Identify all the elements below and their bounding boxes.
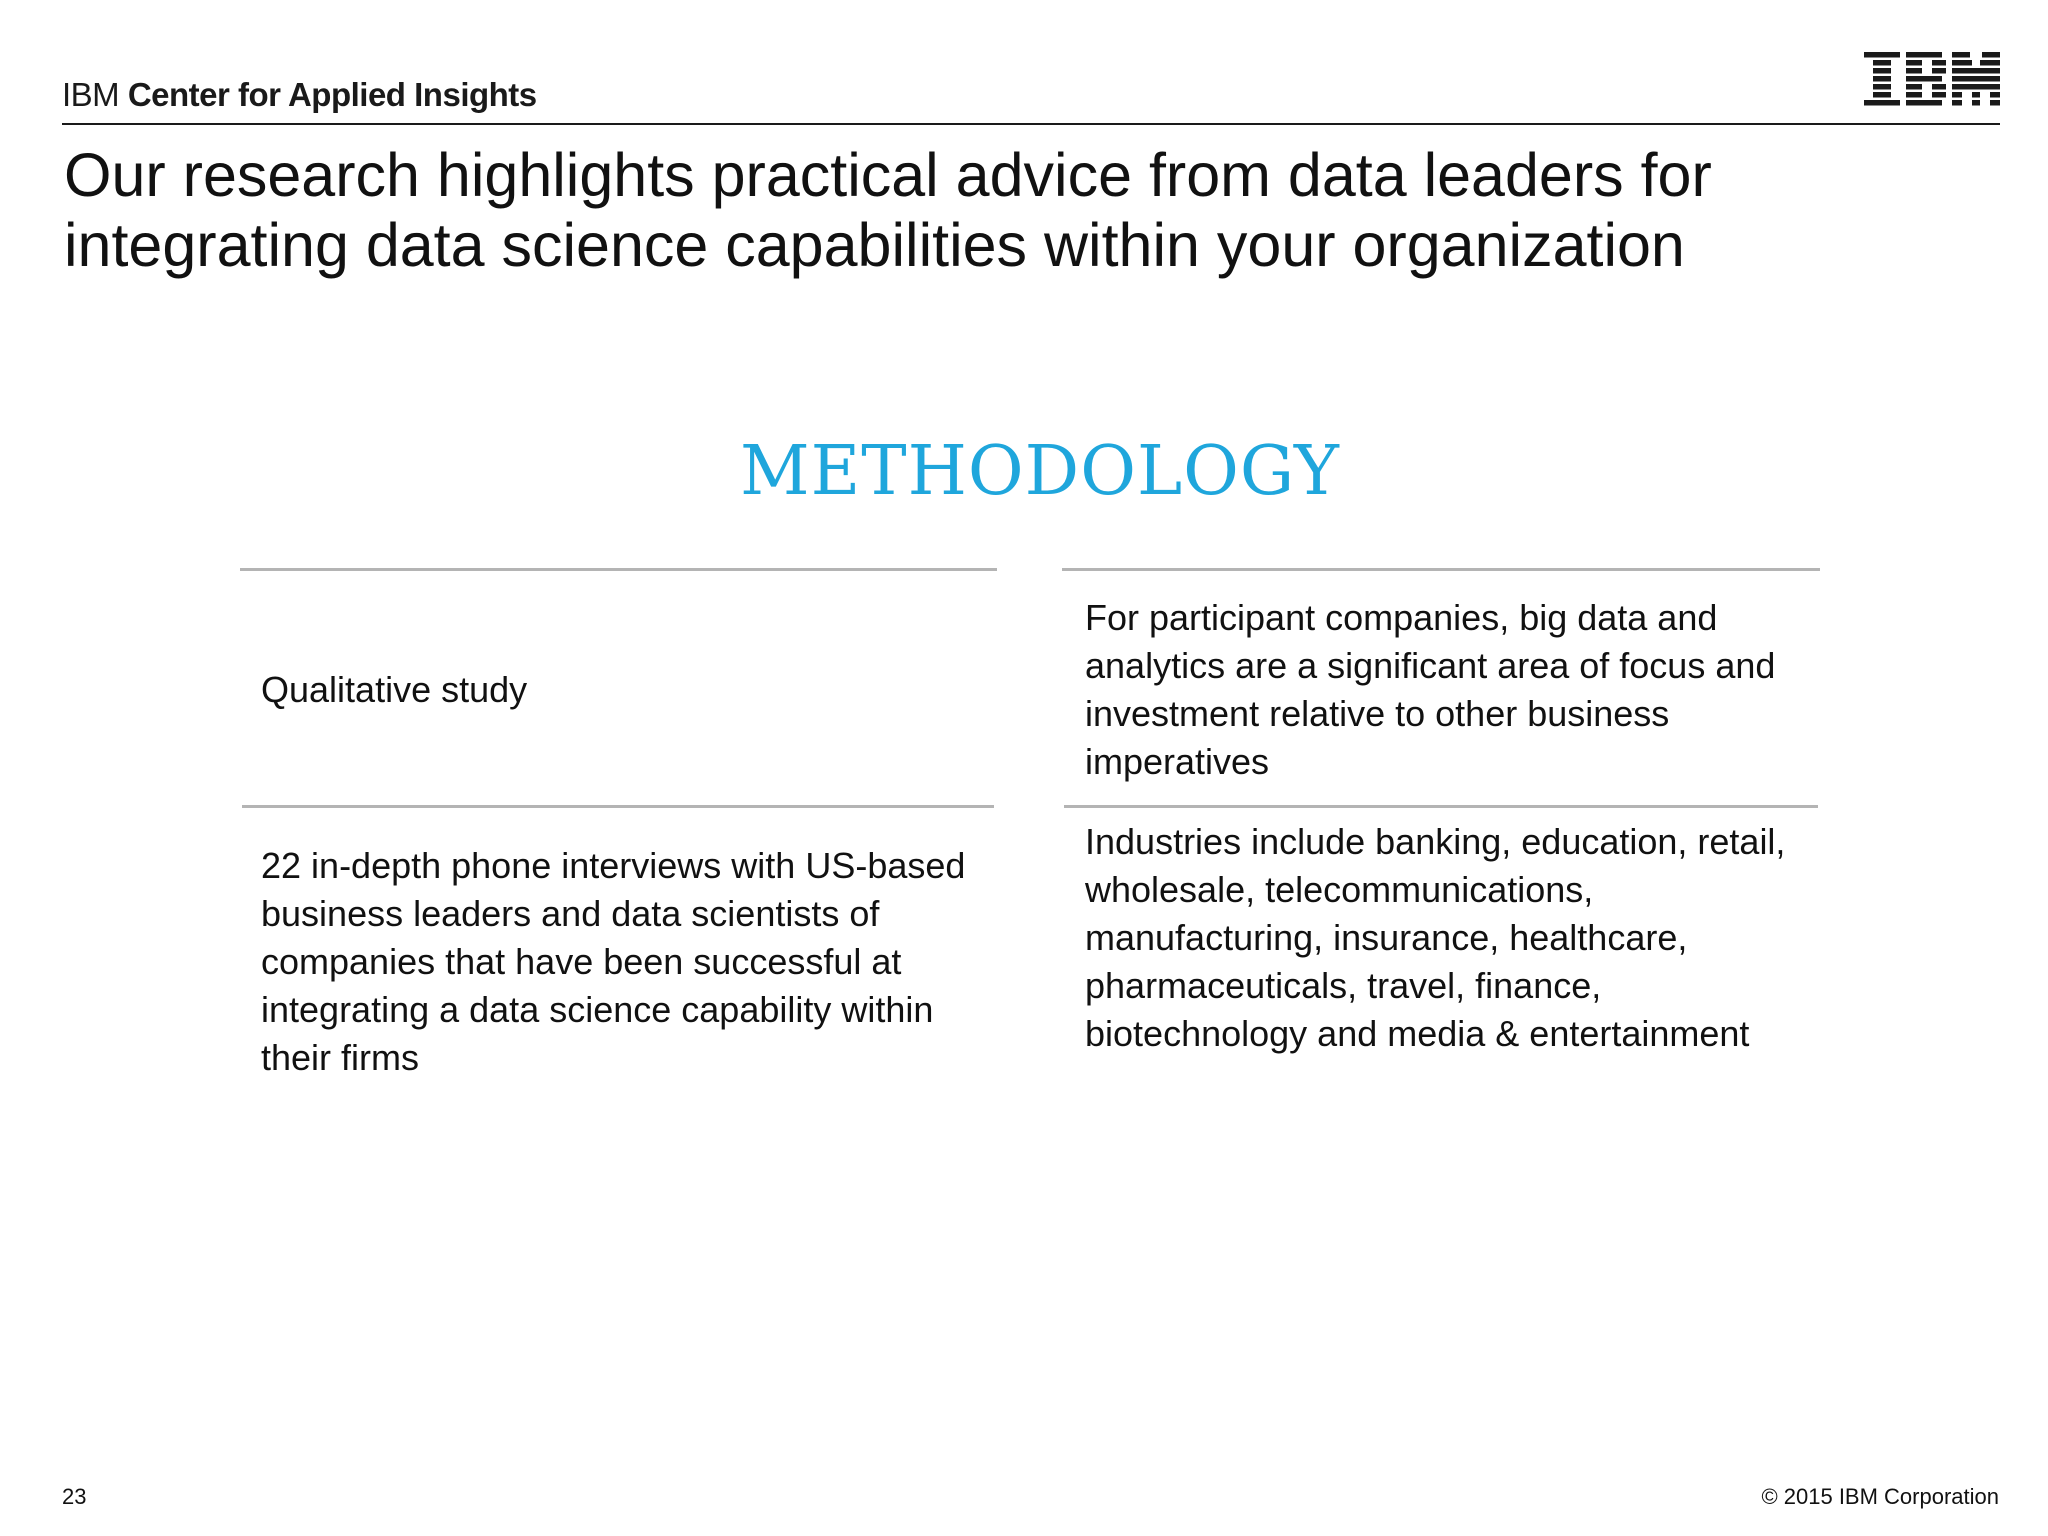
header-divider [62,123,2000,125]
brand-prefix: IBM [62,76,120,113]
ibm-logo [1864,52,2000,106]
methodology-left-bottom: 22 in-depth phone interviews with US-based business leaders and data scientists of companies that have been successful at integrating a data science capability within their firms [261,845,966,1078]
methodology-right-top: For participant companies, big data and analytics are a significant area of focus and investment relative to other business imperatives [1085,597,1776,782]
header-brand [62,76,537,114]
page-number: 23 [62,1484,87,1509]
page-title: Our research highlights practical advice from data leaders for integrating data science capabilities within your organization [64,141,1712,279]
methodology-left-top: Qualitative study [261,669,528,710]
copyright: © 2015 IBM Corporation [1761,1484,1999,1509]
brand-name: Center for Applied Insights [127,76,537,113]
methodology-right-bottom: Industries include banking, education, retail, wholesale, telecommunications, manufacturing, insurance, healthcare, pharmaceuticals, travel, finance, biotechnology and media & entertainment [1085,821,1786,1054]
divider-right-middle [1064,805,1818,808]
divider-left-top [240,568,997,571]
divider-left-middle [242,805,994,808]
divider-right-top [1062,568,1820,571]
section-heading: METHODOLOGY [740,432,1340,511]
